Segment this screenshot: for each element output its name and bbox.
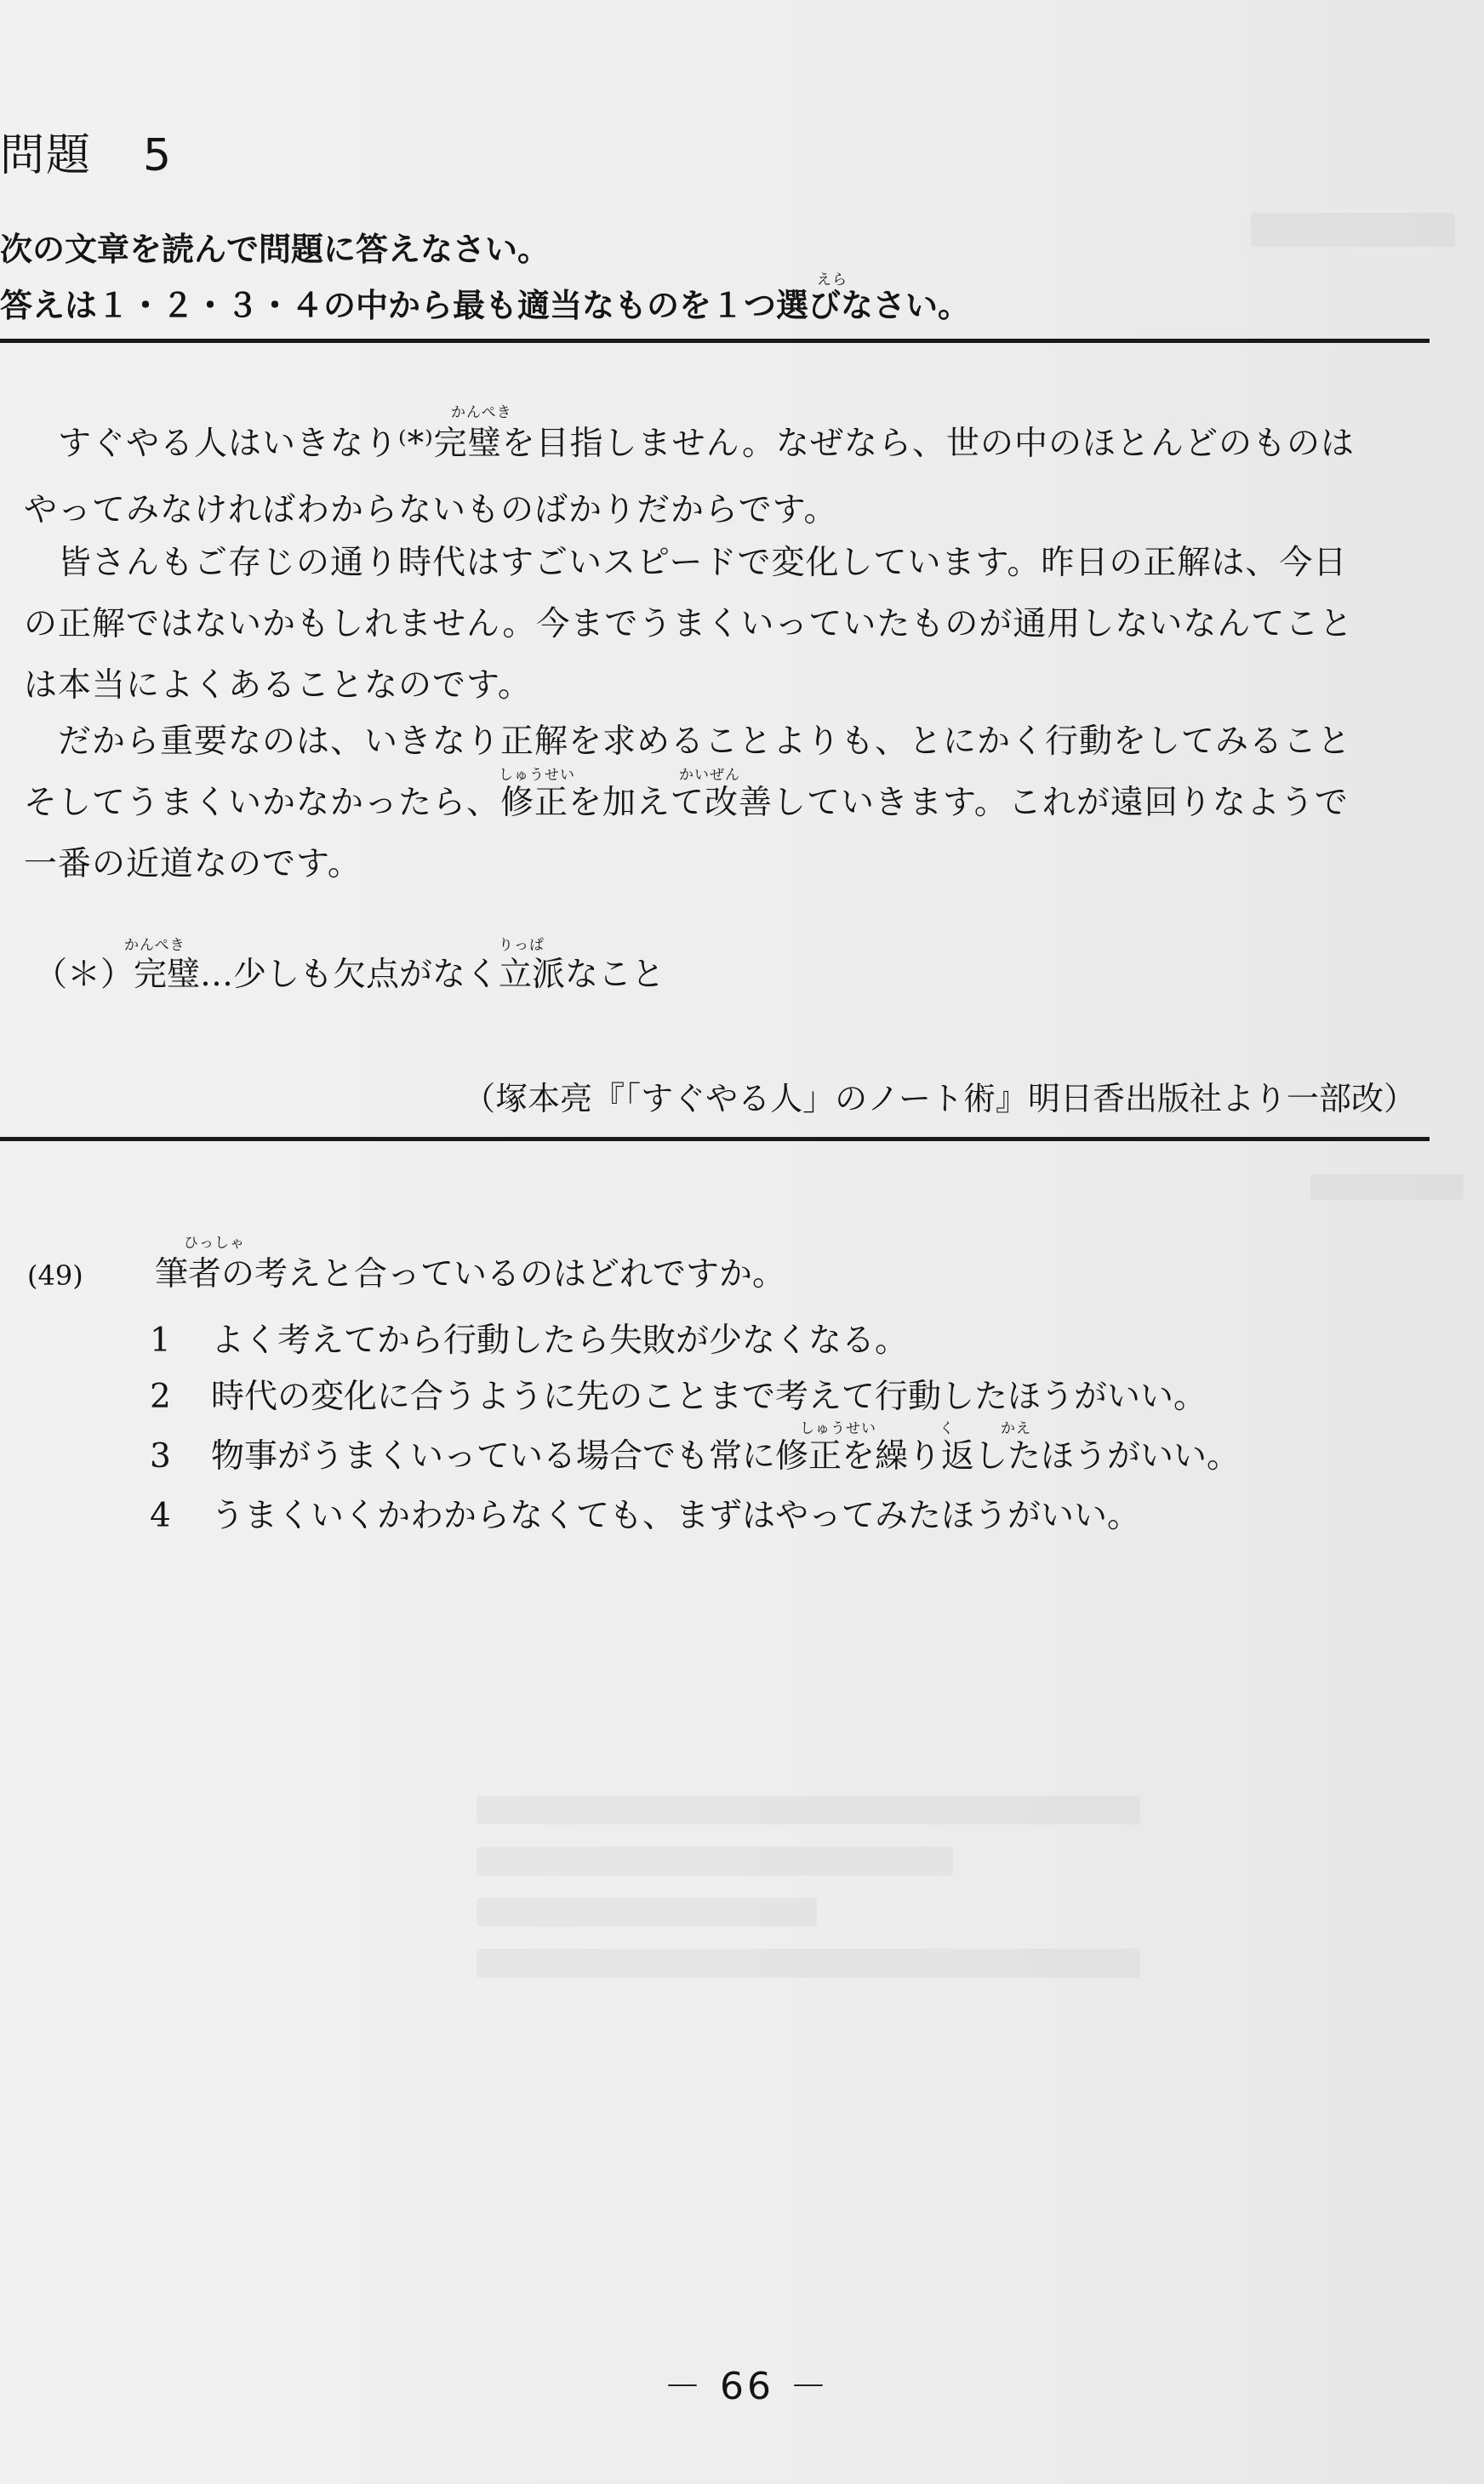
passage-line: の正解ではないかもしれません。今までうまくいっていたものが通用しないなんてこと: [24, 605, 1354, 643]
question-number: (49): [27, 1259, 83, 1292]
source-citation: （塚本亮『「すぐやる人」のノート術』明日香出版社より一部改）: [463, 1080, 1416, 1117]
choice-text: 時代の変化に合うように先のことまで考えて行動したほうがいい。: [211, 1378, 1207, 1416]
choice-number: 1: [150, 1322, 171, 1360]
choice-text: よく考えてから行動したら失敗が少なくなる。: [211, 1322, 909, 1360]
question-text: 筆者の考えと合っているのはどれですか。: [155, 1255, 786, 1293]
problem-number: 5: [143, 130, 174, 181]
choice-text: うまくいくかわからなくても、まずはやってみたほうがいい。: [211, 1497, 1141, 1535]
choice-number: 4: [150, 1497, 171, 1535]
ruby-shuusei: しゅうせい: [499, 767, 575, 784]
choice-number: 2: [150, 1378, 171, 1416]
passage-line: 一番の近道なのです。: [24, 845, 362, 883]
bleed-through-mark: [477, 1847, 953, 1876]
bleed-through-mark: [477, 1898, 817, 1927]
top-divider: [0, 339, 1430, 343]
problem-label: 問題: [0, 130, 93, 181]
choice-number: 3: [150, 1437, 171, 1476]
ruby-note-rippa: りっぱ: [499, 937, 545, 954]
ruby-choice-shuusei: しゅうせい: [800, 1420, 876, 1437]
passage-line: だから重要なのは、いきなり正解を求めることよりも、とにかく行動をしてみること: [24, 722, 1352, 761]
passage-line: は本当によくあることなのです。: [24, 666, 532, 705]
instruction-line-1: 次の文章を読んで問題に答えなさい。: [0, 231, 551, 268]
ruby-choice-ku: く: [939, 1420, 955, 1437]
question-prompt: [27, 1248, 785, 1295]
bleed-through-mark: [1251, 213, 1455, 247]
bleed-through-mark: [1310, 1174, 1464, 1200]
bleed-through-mark: [477, 1949, 1140, 1978]
choice-item: [150, 1370, 1207, 1418]
problem-title: [0, 119, 173, 183]
passage-line: そしてうまくいかなかったら、修正を加えて改善していきます。これが遠回りなようで: [24, 784, 1349, 822]
ruby-hissha: ひっしゃ: [184, 1235, 245, 1252]
choice-item: [150, 1430, 1240, 1477]
ruby-note-kanpeki: かんぺき: [124, 937, 186, 954]
page-number: － 66 －: [664, 2365, 830, 2408]
passage-line: やってみなければわからないものばかりだからです。: [24, 491, 838, 529]
choice-text: 物事がうまくいっている場合でも常に修正を繰り返したほうがいい。: [211, 1437, 1241, 1476]
passage-line: すぐやる人はいきなり⁽*⁾完璧を目指しません。なぜなら、世の中のほとんどのものは: [24, 425, 1355, 463]
ruby-choice-kae: かえ: [1001, 1420, 1031, 1437]
ruby-kanpeki: かんぺき: [451, 404, 512, 421]
instruction-line-2: 答えは１・２・３・４の中から最も適当なものを１つ選びなさい。: [0, 287, 971, 324]
choice-item: [150, 1489, 1140, 1537]
passage-line: 皆さんもご存じの通り時代はすごいスピードで変化しています。昨日の正解は、今日: [24, 544, 1348, 582]
choice-item: [150, 1314, 908, 1362]
footnote: （＊）完璧…少しも欠点がなく立派なこと: [34, 956, 665, 994]
bottom-divider: [0, 1137, 1430, 1141]
ruby-kaizen: かいぜん: [679, 767, 740, 784]
bleed-through-mark: [477, 1796, 1140, 1824]
ruby-erabi: えら: [817, 271, 848, 288]
